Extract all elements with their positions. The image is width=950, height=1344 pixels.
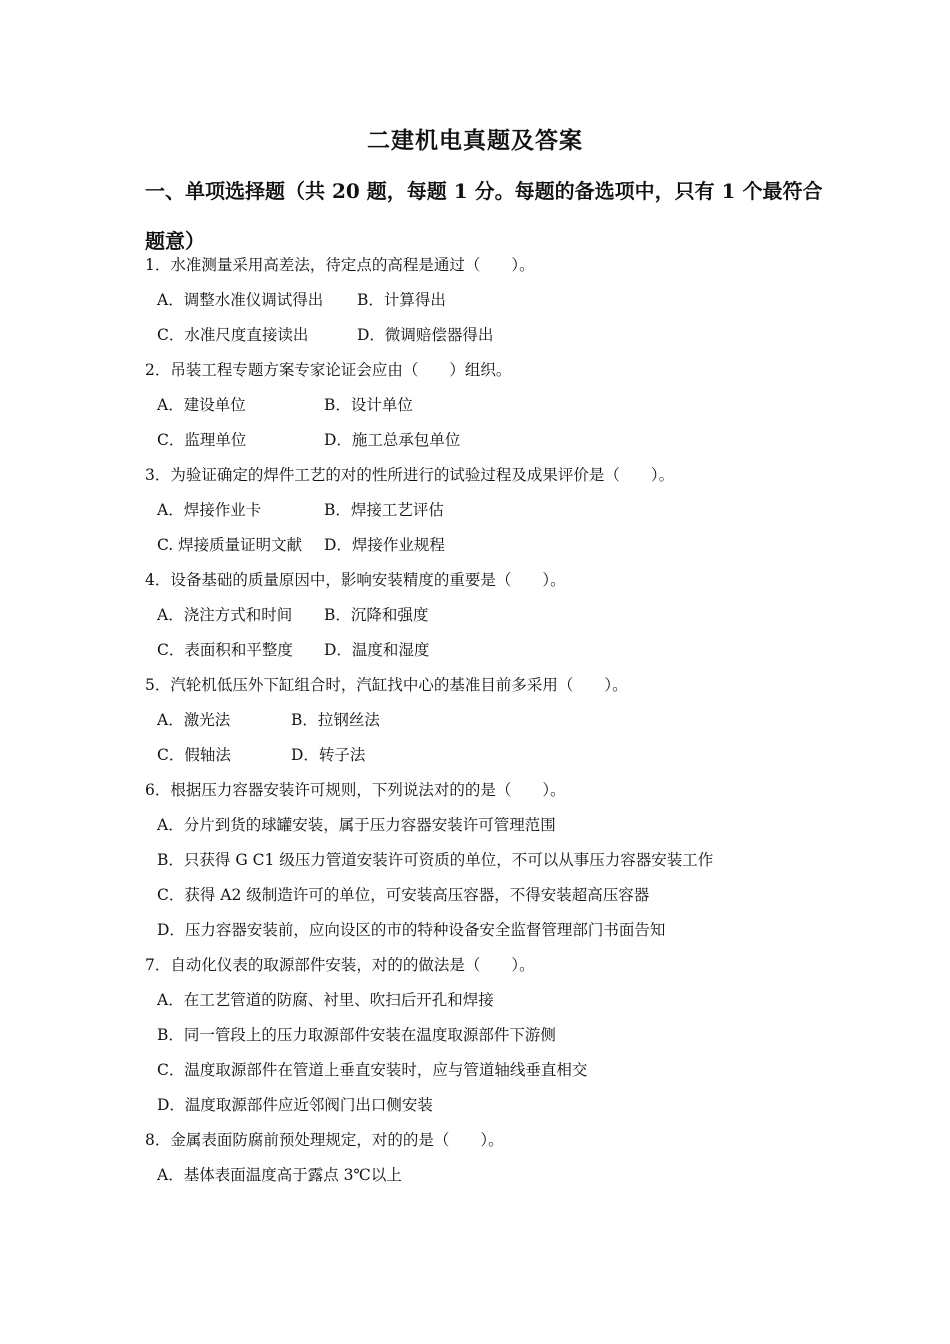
option: C. 焊接质量证明文献: [157, 536, 303, 554]
option: B．只获得 G C1 级压力管道安装许可资质的单位，不可以从事压力容器安装工作: [157, 851, 714, 869]
question-stem: 1．水准测量采用高差法，待定点的高程是通过（ ）。: [145, 256, 535, 274]
option-row: [145, 388, 825, 423]
option-row: [145, 633, 825, 668]
option: C．水准尺度直接读出: [157, 326, 309, 344]
option: D．施工总承包单位: [324, 431, 461, 449]
option-row: [145, 493, 825, 528]
option: B．设计单位: [324, 396, 413, 414]
option-row: [145, 528, 825, 563]
option: B．同一管段上的压力取源部件安装在温度取源部件下游侧: [157, 1026, 556, 1044]
option: B．拉钢丝法: [291, 711, 380, 729]
option: A．基体表面温度高于露点 3℃以上: [157, 1166, 402, 1184]
option: D．焊接作业规程: [324, 536, 445, 554]
option: B．焊接工艺评估: [324, 501, 444, 519]
question-stem: 7．自动化仪表的取源部件安装，对的的做法是（ ）。: [145, 956, 535, 974]
question-stem: 2．吊装工程专题方案专家论证会应由（ ）组织。: [145, 361, 512, 379]
option: C．获得 A2 级制造许可的单位，可安装高压容器，不得安装超高压容器: [157, 886, 650, 904]
option: C．监理单位: [157, 431, 247, 449]
question-stem: 8．金属表面防腐前预处理规定，对的的是（ ）。: [145, 1131, 504, 1149]
option: D．压力容器安装前，应向设区的市的特种设备安全监督管理部门书面告知: [157, 921, 666, 939]
option: C．假轴法: [157, 746, 231, 764]
option: A．建设单位: [157, 396, 246, 414]
question-stem: 5．汽轮机低压外下缸组合时，汽缸找中心的基准目前多采用（ ）。: [145, 676, 628, 694]
option: C．表面积和平整度: [157, 641, 293, 659]
question-stem: 6．根据压力容器安装许可规则，下列说法对的的是（ ）。: [145, 781, 566, 799]
question-stem: 3．为验证确定的焊件工艺的对的性所进行的试验过程及成果评价是（ ）。: [145, 466, 675, 484]
option: A．在工艺管道的防腐、衬里、吹扫后开孔和焊接: [157, 991, 494, 1009]
option-row: [145, 423, 825, 458]
option: D．微调赔偿器得出: [357, 326, 494, 344]
option: D．温度取源部件应近邻阀门出口侧安装: [157, 1096, 433, 1114]
option: A．浇注方式和时间: [157, 606, 293, 624]
document-title: 二建机电真题及答案: [367, 127, 583, 154]
option: A．激光法: [157, 711, 231, 729]
question-list: [145, 248, 825, 1193]
section-heading: 一、单项选择题（共 20 题，每题 1 分。每题的备选项中，只有 1 个最符合题意）: [145, 179, 823, 253]
option: C．温度取源部件在管道上垂直安装时，应与管道轴线垂直相交: [157, 1061, 588, 1079]
option-row: [145, 598, 825, 633]
option: D．温度和湿度: [324, 641, 430, 659]
option-row: [145, 703, 825, 738]
option-row: [145, 738, 825, 773]
option: A．调整水准仪调试得出: [157, 291, 324, 309]
option: B．沉降和强度: [324, 606, 429, 624]
option-row: [145, 283, 825, 318]
option-row: [145, 318, 825, 353]
option: D．转子法: [291, 746, 366, 764]
question-stem: 4．设备基础的质量原因中，影响安装精度的重要是（ ）。: [145, 571, 566, 589]
option: B．计算得出: [357, 291, 446, 309]
option: A．分片到货的球罐安装，属于压力容器安装许可管理范围: [157, 816, 556, 834]
option: A．焊接作业卡: [157, 501, 262, 519]
